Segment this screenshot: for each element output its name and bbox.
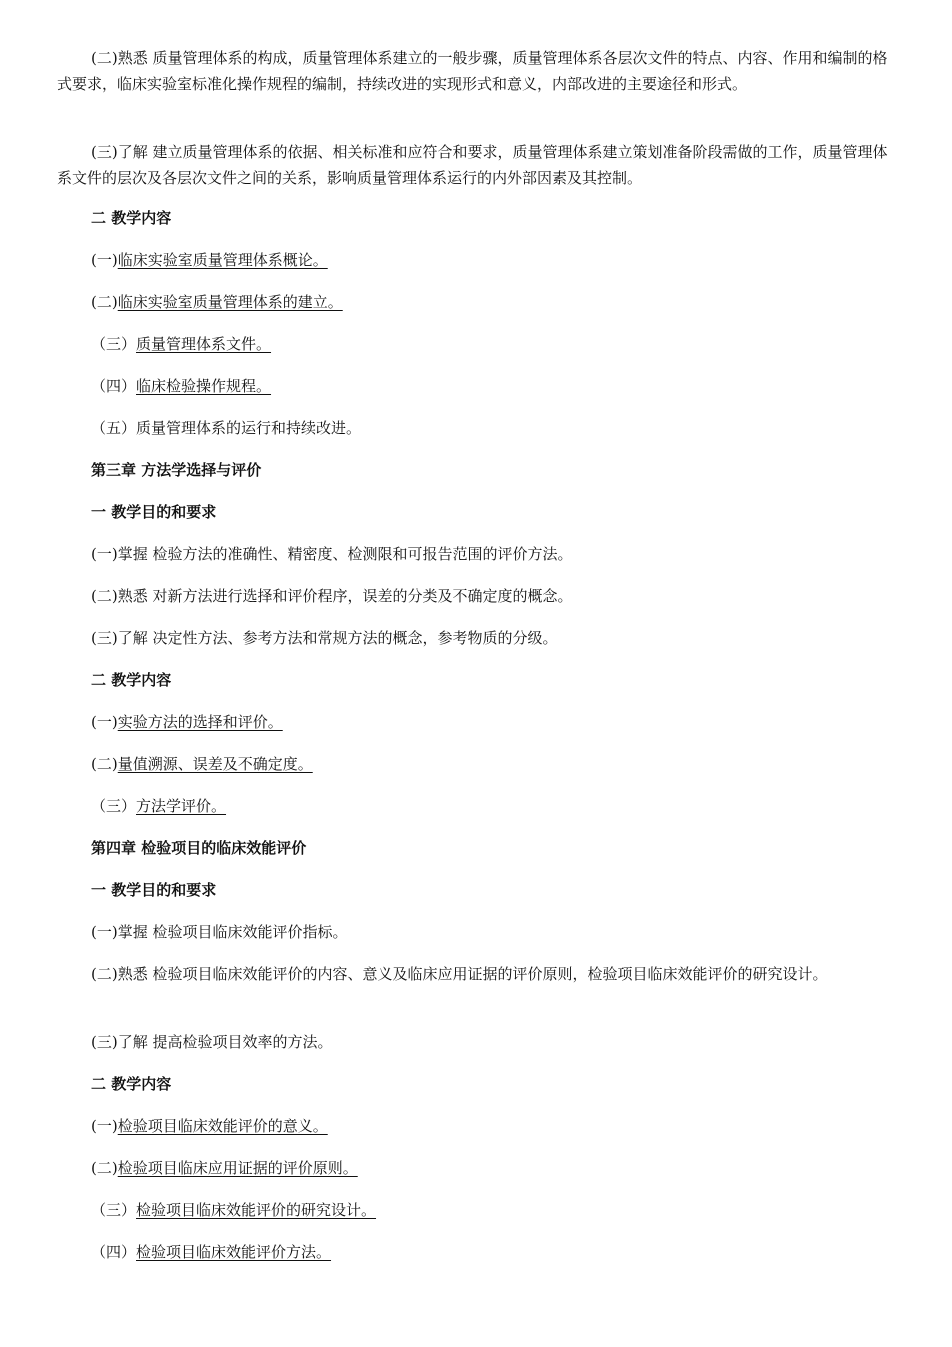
item-prefix: （三）: [91, 335, 137, 353]
item-prefix: (一): [91, 1117, 118, 1135]
content-item: [91, 1239, 331, 1265]
item-text: 检验项目临床效能评价方法。: [136, 1243, 332, 1261]
section-heading-content: 二 教学内容: [91, 671, 172, 689]
item-prefix: (一): [91, 251, 118, 269]
objective-master: (一)掌握 检验方法的准确性、精密度、检测限和可报告范围的评价方法。: [91, 545, 573, 563]
item-text: 方法学评价。: [136, 797, 227, 815]
item-prefix: （五）: [91, 419, 137, 437]
content-item: [91, 1113, 328, 1139]
item-prefix: (二): [91, 1159, 118, 1177]
item-prefix: (一): [91, 713, 118, 731]
objective-understand: (三)了解 建立质量管理体系的依据、相关标准和应符合和要求，质量管理体系建立策划准备阶段需做的工作，质量管理体系文件的层次及各层次文件之间的关系，影响质量管理体系运行的内外部因素及其控制。: [57, 143, 888, 187]
chapter-title: 第四章 检验项目的临床效能评价: [91, 839, 307, 857]
content-item: [91, 1155, 358, 1181]
item-text: 实验方法的选择和评价。: [117, 713, 283, 731]
content-item: [91, 709, 283, 735]
chapter-title: 第三章 方法学选择与评价: [91, 461, 262, 479]
item-prefix: (二): [91, 293, 118, 311]
item-text: 量值溯源、误差及不确定度。: [117, 755, 313, 773]
item-text: 质量管理体系的运行和持续改进。: [136, 419, 362, 437]
item-text: 临床实验室质量管理体系概论。: [117, 251, 328, 269]
objective-understand: (三)了解 决定性方法、参考方法和常规方法的概念，参考物质的分级。: [91, 629, 558, 647]
item-text: 临床实验室质量管理体系的建立。: [117, 293, 343, 311]
item-prefix: （四）: [91, 377, 137, 395]
section-heading-content: 二 教学内容: [91, 209, 172, 227]
content-item: [91, 331, 271, 357]
item-prefix: (二): [91, 755, 118, 773]
content-item: [91, 247, 328, 273]
item-text: 质量管理体系文件。: [136, 335, 272, 353]
objective-understand: (三)了解 提高检验项目效率的方法。: [91, 1033, 333, 1051]
section-heading-content: 二 教学内容: [91, 1075, 172, 1093]
content-item: [91, 289, 343, 315]
item-prefix: （三）: [91, 797, 137, 815]
objective-master: (一)掌握 检验项目临床效能评价指标。: [91, 923, 348, 941]
section-heading-goals: 一 教学目的和要求: [91, 881, 217, 899]
section-heading-goals: 一 教学目的和要求: [91, 503, 217, 521]
item-text: 检验项目临床效能评价的意义。: [117, 1117, 328, 1135]
item-text: 临床检验操作规程。: [136, 377, 272, 395]
content-item: [91, 751, 313, 777]
objective-familiar: (二)熟悉 检验项目临床效能评价的内容、意义及临床应用证据的评价原则，检验项目临床效能评价的研究设计。: [91, 965, 828, 983]
objective-familiar: (二)熟悉 质量管理体系的构成，质量管理体系建立的一般步骤，质量管理体系各层次文件的特点、内容、作用和编制的格式要求，临床实验室标准化操作规程的编制，持续改进的实现形式和意义，内部改进的主要途径和形式。: [57, 49, 888, 93]
item-text: 检验项目临床应用证据的评价原则。: [117, 1159, 358, 1177]
item-text: 检验项目临床效能评价的研究设计。: [136, 1201, 377, 1219]
content-item: [91, 373, 271, 399]
objective-familiar: (二)熟悉 对新方法进行选择和评价程序，误差的分类及不确定度的概念。: [91, 587, 573, 605]
content-item: [91, 793, 226, 819]
content-item: [91, 415, 361, 441]
item-prefix: （三）: [91, 1201, 137, 1219]
content-item: [91, 1197, 376, 1223]
item-prefix: （四）: [91, 1243, 137, 1261]
